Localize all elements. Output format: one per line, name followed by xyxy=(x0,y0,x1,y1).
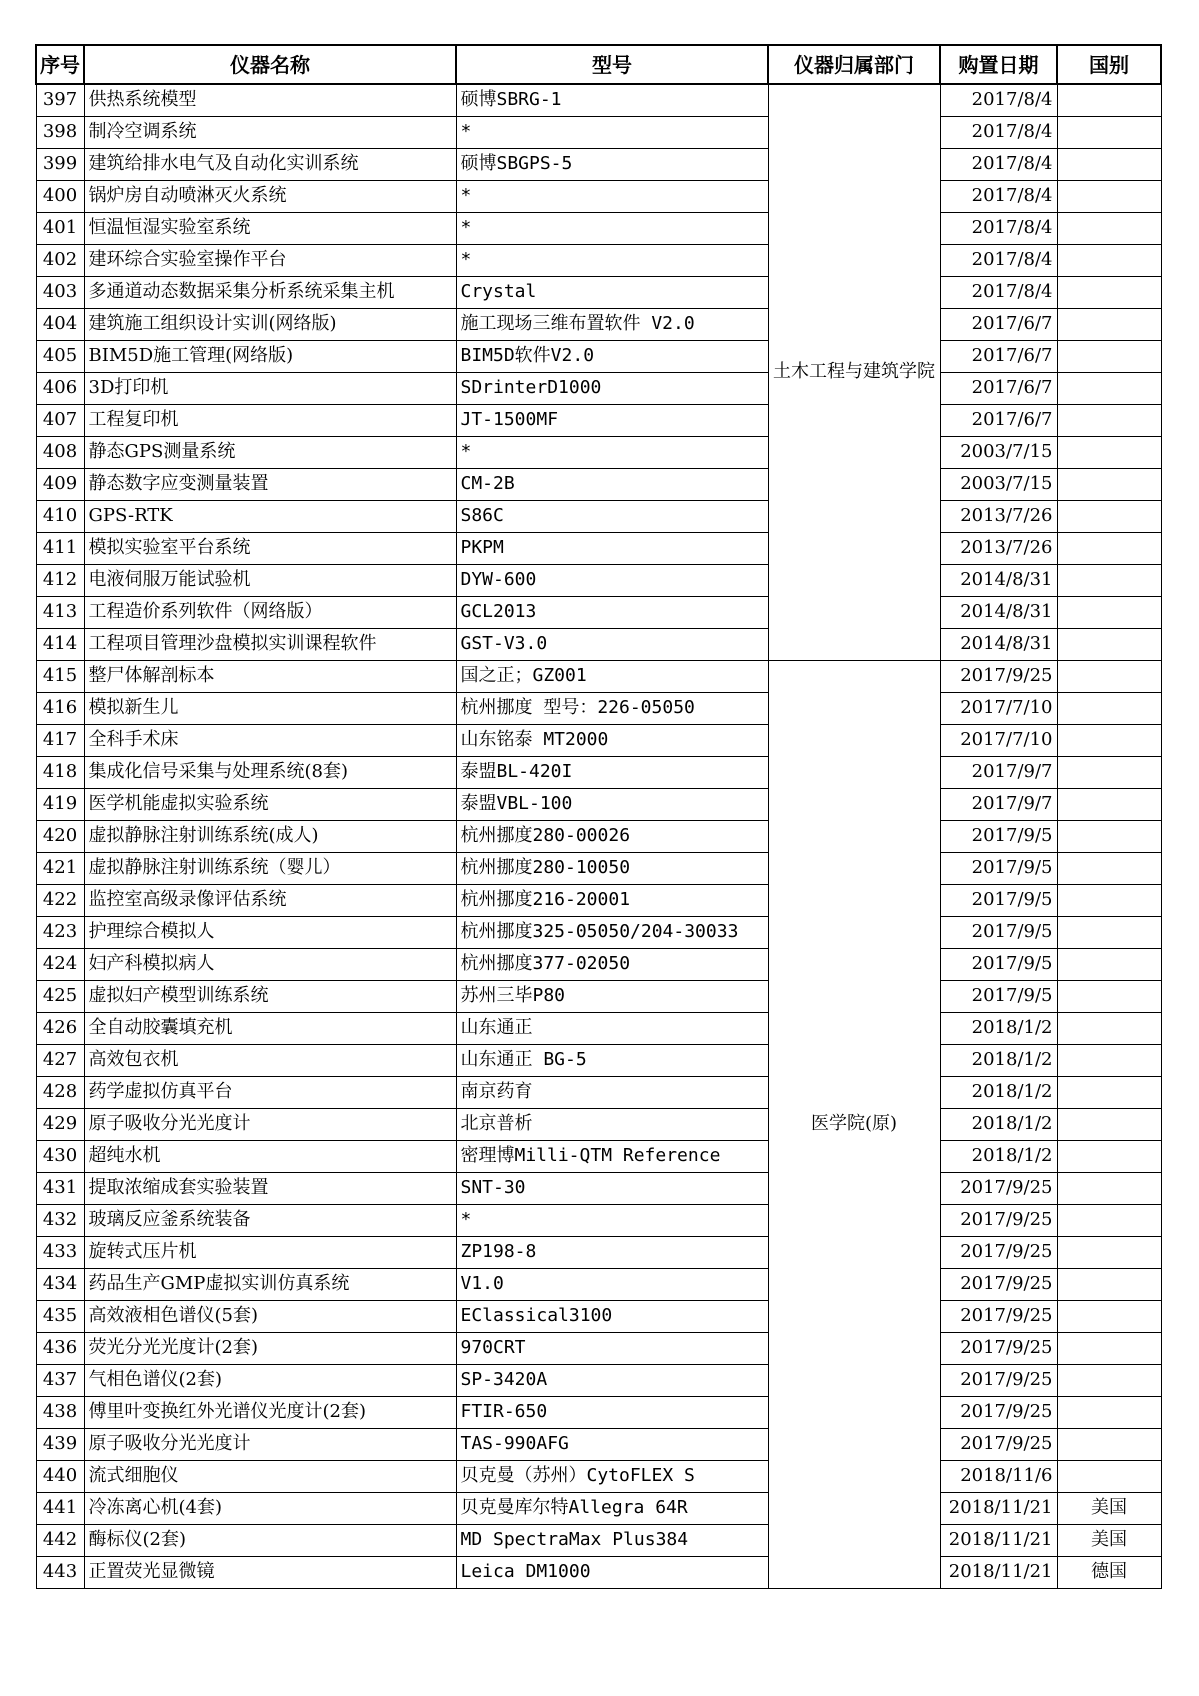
cell-model: 施工现场三维布置软件 V2.0 xyxy=(456,308,768,340)
cell-date: 2017/6/7 xyxy=(940,340,1057,372)
cell-no: 399 xyxy=(36,148,84,180)
cell-date: 2003/7/15 xyxy=(940,468,1057,500)
cell-no: 432 xyxy=(36,1204,84,1236)
table-body xyxy=(36,84,1161,1588)
cell-model: S86C xyxy=(456,500,768,532)
cell-name: 建筑给排水电气及自动化实训系统 xyxy=(84,148,456,180)
cell-country xyxy=(1057,1140,1161,1172)
cell-no: 414 xyxy=(36,628,84,660)
table-row xyxy=(36,596,1161,628)
table-row xyxy=(36,404,1161,436)
cell-model: 杭州挪度216-20001 xyxy=(456,884,768,916)
cell-model: BIM5D软件V2.0 xyxy=(456,340,768,372)
cell-date: 2017/9/25 xyxy=(940,1364,1057,1396)
table-row xyxy=(36,1204,1161,1236)
cell-country xyxy=(1057,340,1161,372)
header-no: 序号 xyxy=(36,45,84,84)
cell-no: 398 xyxy=(36,116,84,148)
table-row xyxy=(36,1236,1161,1268)
cell-no: 419 xyxy=(36,788,84,820)
cell-model: SNT-30 xyxy=(456,1172,768,1204)
cell-date: 2017/8/4 xyxy=(940,116,1057,148)
cell-name: 监控室高级录像评估系统 xyxy=(84,884,456,916)
cell-name: 恒温恒湿实验室系统 xyxy=(84,212,456,244)
cell-name: 供热系统模型 xyxy=(84,84,456,116)
cell-country xyxy=(1057,532,1161,564)
cell-no: 438 xyxy=(36,1396,84,1428)
cell-country xyxy=(1057,596,1161,628)
cell-date: 2018/1/2 xyxy=(940,1108,1057,1140)
cell-model: 泰盟BL-420I xyxy=(456,756,768,788)
cell-name: 模拟实验室平台系统 xyxy=(84,532,456,564)
cell-country xyxy=(1057,372,1161,404)
cell-no: 404 xyxy=(36,308,84,340)
cell-date: 2018/11/21 xyxy=(940,1524,1057,1556)
cell-no: 412 xyxy=(36,564,84,596)
cell-name: 傅里叶变换红外光谱仪光度计(2套) xyxy=(84,1396,456,1428)
cell-name: 全科手术床 xyxy=(84,724,456,756)
instrument-table xyxy=(35,44,1162,1589)
cell-country xyxy=(1057,468,1161,500)
cell-name: 提取浓缩成套实验装置 xyxy=(84,1172,456,1204)
cell-date: 2014/8/31 xyxy=(940,564,1057,596)
cell-date: 2017/9/25 xyxy=(940,1172,1057,1204)
cell-dept: 医学院(原) xyxy=(768,660,940,1588)
cell-model: 杭州挪度 型号：226-05050 xyxy=(456,692,768,724)
cell-model: 山东通正 xyxy=(456,1012,768,1044)
cell-name: 模拟新生儿 xyxy=(84,692,456,724)
cell-name: 酶标仪(2套) xyxy=(84,1524,456,1556)
cell-no: 436 xyxy=(36,1332,84,1364)
cell-no: 429 xyxy=(36,1108,84,1140)
cell-date: 2017/9/7 xyxy=(940,788,1057,820)
cell-name: 药学虚拟仿真平台 xyxy=(84,1076,456,1108)
cell-date: 2017/9/25 xyxy=(940,1236,1057,1268)
cell-model: 北京普析 xyxy=(456,1108,768,1140)
cell-date: 2003/7/15 xyxy=(940,436,1057,468)
cell-no: 427 xyxy=(36,1044,84,1076)
table-row xyxy=(36,212,1161,244)
cell-no: 408 xyxy=(36,436,84,468)
cell-country xyxy=(1057,628,1161,660)
cell-country xyxy=(1057,84,1161,116)
cell-model: FTIR-650 xyxy=(456,1396,768,1428)
cell-model: Leica DM1000 xyxy=(456,1556,768,1588)
cell-name: 冷冻离心机(4套) xyxy=(84,1492,456,1524)
cell-model: 山东通正 BG-5 xyxy=(456,1044,768,1076)
cell-name: 静态数字应变测量装置 xyxy=(84,468,456,500)
cell-date: 2017/8/4 xyxy=(940,244,1057,276)
cell-country xyxy=(1057,1364,1161,1396)
table-row xyxy=(36,628,1161,660)
header-dept: 仪器归属部门 xyxy=(768,45,940,84)
cell-name: 全自动胶囊填充机 xyxy=(84,1012,456,1044)
cell-no: 417 xyxy=(36,724,84,756)
cell-date: 2017/9/25 xyxy=(940,1204,1057,1236)
cell-date: 2017/9/25 xyxy=(940,1300,1057,1332)
table-row xyxy=(36,1556,1161,1588)
cell-model: 国之正；GZ001 xyxy=(456,660,768,692)
cell-model: CM-2B xyxy=(456,468,768,500)
cell-no: 415 xyxy=(36,660,84,692)
cell-country xyxy=(1057,1268,1161,1300)
cell-date: 2013/7/26 xyxy=(940,532,1057,564)
cell-country xyxy=(1057,1012,1161,1044)
cell-date: 2017/7/10 xyxy=(940,724,1057,756)
cell-model: 贝克曼（苏州）CytoFLEX S xyxy=(456,1460,768,1492)
cell-no: 407 xyxy=(36,404,84,436)
cell-no: 400 xyxy=(36,180,84,212)
cell-date: 2014/8/31 xyxy=(940,628,1057,660)
cell-model: 杭州挪度280-00026 xyxy=(456,820,768,852)
cell-country xyxy=(1057,1332,1161,1364)
cell-date: 2018/1/2 xyxy=(940,1140,1057,1172)
cell-name: 工程复印机 xyxy=(84,404,456,436)
cell-no: 409 xyxy=(36,468,84,500)
cell-no: 411 xyxy=(36,532,84,564)
cell-model: ZP198-8 xyxy=(456,1236,768,1268)
cell-no: 426 xyxy=(36,1012,84,1044)
cell-model: 密理博Milli-QTM Reference xyxy=(456,1140,768,1172)
cell-name: 3D打印机 xyxy=(84,372,456,404)
cell-no: 430 xyxy=(36,1140,84,1172)
cell-date: 2013/7/26 xyxy=(940,500,1057,532)
cell-model: * xyxy=(456,1204,768,1236)
cell-no: 403 xyxy=(36,276,84,308)
table-row xyxy=(36,980,1161,1012)
cell-country xyxy=(1057,1204,1161,1236)
cell-country xyxy=(1057,276,1161,308)
cell-name: 原子吸收分光光度计 xyxy=(84,1108,456,1140)
cell-model: * xyxy=(456,244,768,276)
cell-country xyxy=(1057,1236,1161,1268)
table-row xyxy=(36,500,1161,532)
cell-no: 435 xyxy=(36,1300,84,1332)
table-row xyxy=(36,1268,1161,1300)
table-row xyxy=(36,756,1161,788)
cell-country xyxy=(1057,948,1161,980)
cell-model: 南京药育 xyxy=(456,1076,768,1108)
cell-model: SP-3420A xyxy=(456,1364,768,1396)
cell-name: 高效液相色谱仪(5套) xyxy=(84,1300,456,1332)
cell-country xyxy=(1057,820,1161,852)
table-row xyxy=(36,1012,1161,1044)
cell-country xyxy=(1057,1428,1161,1460)
cell-model: Crystal xyxy=(456,276,768,308)
cell-name: 虚拟静脉注射训练系统(成人) xyxy=(84,820,456,852)
cell-country: 美国 xyxy=(1057,1524,1161,1556)
cell-date: 2017/8/4 xyxy=(940,180,1057,212)
cell-name: 医学机能虚拟实验系统 xyxy=(84,788,456,820)
cell-date: 2017/8/4 xyxy=(940,148,1057,180)
cell-model: EClassical3100 xyxy=(456,1300,768,1332)
table-row xyxy=(36,436,1161,468)
cell-model: 山东铭泰 MT2000 xyxy=(456,724,768,756)
cell-no: 410 xyxy=(36,500,84,532)
cell-model: TAS-990AFG xyxy=(456,1428,768,1460)
table-row xyxy=(36,564,1161,596)
cell-name: 多通道动态数据采集分析系统采集主机 xyxy=(84,276,456,308)
cell-country xyxy=(1057,1460,1161,1492)
table-row xyxy=(36,916,1161,948)
cell-model: 泰盟VBL-100 xyxy=(456,788,768,820)
cell-name: 整尸体解剖标本 xyxy=(84,660,456,692)
cell-no: 437 xyxy=(36,1364,84,1396)
cell-date: 2017/6/7 xyxy=(940,308,1057,340)
cell-model: * xyxy=(456,436,768,468)
cell-date: 2018/1/2 xyxy=(940,1044,1057,1076)
cell-date: 2017/9/5 xyxy=(940,820,1057,852)
cell-name: 虚拟静脉注射训练系统（婴儿） xyxy=(84,852,456,884)
table-row xyxy=(36,1044,1161,1076)
table-row xyxy=(36,692,1161,724)
cell-date: 2018/1/2 xyxy=(940,1012,1057,1044)
cell-date: 2017/9/25 xyxy=(940,1268,1057,1300)
cell-country xyxy=(1057,404,1161,436)
cell-model: 杭州挪度325-05050/204-30033 xyxy=(456,916,768,948)
cell-country xyxy=(1057,1172,1161,1204)
cell-country xyxy=(1057,500,1161,532)
cell-date: 2017/8/4 xyxy=(940,84,1057,116)
cell-name: 旋转式压片机 xyxy=(84,1236,456,1268)
cell-no: 406 xyxy=(36,372,84,404)
cell-date: 2017/9/5 xyxy=(940,948,1057,980)
table-row xyxy=(36,84,1161,116)
table-row xyxy=(36,948,1161,980)
cell-no: 402 xyxy=(36,244,84,276)
cell-country xyxy=(1057,852,1161,884)
cell-country xyxy=(1057,180,1161,212)
cell-country xyxy=(1057,884,1161,916)
table-row xyxy=(36,660,1161,692)
table-row xyxy=(36,1460,1161,1492)
cell-country: 美国 xyxy=(1057,1492,1161,1524)
cell-model: 硕博SBGPS-5 xyxy=(456,148,768,180)
cell-country xyxy=(1057,1044,1161,1076)
cell-name: 静态GPS测量系统 xyxy=(84,436,456,468)
cell-model: GCL2013 xyxy=(456,596,768,628)
cell-no: 433 xyxy=(36,1236,84,1268)
cell-date: 2017/9/5 xyxy=(940,916,1057,948)
cell-no: 442 xyxy=(36,1524,84,1556)
cell-country xyxy=(1057,1108,1161,1140)
cell-date: 2017/9/5 xyxy=(940,852,1057,884)
cell-country xyxy=(1057,660,1161,692)
cell-date: 2017/8/4 xyxy=(940,276,1057,308)
cell-date: 2017/9/7 xyxy=(940,756,1057,788)
cell-date: 2017/6/7 xyxy=(940,404,1057,436)
table-row xyxy=(36,1396,1161,1428)
cell-no: 441 xyxy=(36,1492,84,1524)
cell-no: 420 xyxy=(36,820,84,852)
cell-no: 443 xyxy=(36,1556,84,1588)
cell-country xyxy=(1057,788,1161,820)
header-country: 国别 xyxy=(1057,45,1161,84)
cell-model: * xyxy=(456,212,768,244)
cell-name: 荧光分光光度计(2套) xyxy=(84,1332,456,1364)
cell-no: 401 xyxy=(36,212,84,244)
table-row xyxy=(36,1172,1161,1204)
cell-no: 439 xyxy=(36,1428,84,1460)
cell-model: 970CRT xyxy=(456,1332,768,1364)
cell-country xyxy=(1057,724,1161,756)
table-row xyxy=(36,148,1161,180)
header-row xyxy=(36,45,1161,84)
cell-name: 玻璃反应釜系统装备 xyxy=(84,1204,456,1236)
cell-name: 建环综合实验室操作平台 xyxy=(84,244,456,276)
cell-model: 杭州挪度280-10050 xyxy=(456,852,768,884)
cell-no: 434 xyxy=(36,1268,84,1300)
cell-name: 护理综合模拟人 xyxy=(84,916,456,948)
cell-name: 流式细胞仪 xyxy=(84,1460,456,1492)
cell-model: MD SpectraMax Plus384 xyxy=(456,1524,768,1556)
cell-date: 2018/1/2 xyxy=(940,1076,1057,1108)
cell-date: 2017/9/25 xyxy=(940,1396,1057,1428)
table-row xyxy=(36,372,1161,404)
cell-model: JT-1500MF xyxy=(456,404,768,436)
cell-date: 2017/9/25 xyxy=(940,1332,1057,1364)
cell-no: 431 xyxy=(36,1172,84,1204)
cell-date: 2017/9/25 xyxy=(940,660,1057,692)
cell-country xyxy=(1057,244,1161,276)
cell-no: 440 xyxy=(36,1460,84,1492)
table-row xyxy=(36,468,1161,500)
cell-date: 2017/8/4 xyxy=(940,212,1057,244)
cell-country xyxy=(1057,564,1161,596)
cell-name: 锅炉房自动喷淋灭火系统 xyxy=(84,180,456,212)
cell-name: 妇产科模拟病人 xyxy=(84,948,456,980)
cell-name: 建筑施工组织设计实训(网络版) xyxy=(84,308,456,340)
cell-country xyxy=(1057,756,1161,788)
table-row xyxy=(36,1076,1161,1108)
header-model: 型号 xyxy=(456,45,768,84)
table-row xyxy=(36,724,1161,756)
cell-name: 气相色谱仪(2套) xyxy=(84,1364,456,1396)
cell-date: 2014/8/31 xyxy=(940,596,1057,628)
cell-no: 428 xyxy=(36,1076,84,1108)
table-row xyxy=(36,340,1161,372)
cell-dept: 土木工程与建筑学院 xyxy=(768,84,940,660)
cell-country xyxy=(1057,980,1161,1012)
table-row xyxy=(36,1300,1161,1332)
cell-country xyxy=(1057,1300,1161,1332)
table-row xyxy=(36,308,1161,340)
table-row xyxy=(36,884,1161,916)
cell-name: 原子吸收分光光度计 xyxy=(84,1428,456,1460)
cell-no: 423 xyxy=(36,916,84,948)
cell-name: 药品生产GMP虚拟实训仿真系统 xyxy=(84,1268,456,1300)
table-row xyxy=(36,1332,1161,1364)
cell-no: 422 xyxy=(36,884,84,916)
table-row xyxy=(36,1428,1161,1460)
cell-country xyxy=(1057,692,1161,724)
cell-country xyxy=(1057,1396,1161,1428)
cell-no: 413 xyxy=(36,596,84,628)
cell-country: 德国 xyxy=(1057,1556,1161,1588)
cell-date: 2017/9/5 xyxy=(940,884,1057,916)
cell-model: GST-V3.0 xyxy=(456,628,768,660)
cell-no: 418 xyxy=(36,756,84,788)
cell-no: 405 xyxy=(36,340,84,372)
table-row xyxy=(36,276,1161,308)
table-row xyxy=(36,1492,1161,1524)
cell-date: 2018/11/21 xyxy=(940,1492,1057,1524)
cell-name: BIM5D施工管理(网络版) xyxy=(84,340,456,372)
table-row xyxy=(36,820,1161,852)
cell-country xyxy=(1057,1076,1161,1108)
cell-no: 421 xyxy=(36,852,84,884)
table-row xyxy=(36,244,1161,276)
header-name: 仪器名称 xyxy=(84,45,456,84)
table-row xyxy=(36,1364,1161,1396)
cell-model: PKPM xyxy=(456,532,768,564)
cell-model: SDrinterD1000 xyxy=(456,372,768,404)
cell-model: * xyxy=(456,116,768,148)
table-row xyxy=(36,532,1161,564)
cell-model: V1.0 xyxy=(456,1268,768,1300)
cell-date: 2017/9/5 xyxy=(940,980,1057,1012)
cell-no: 424 xyxy=(36,948,84,980)
cell-model: 硕博SBRG-1 xyxy=(456,84,768,116)
header-date: 购置日期 xyxy=(940,45,1057,84)
cell-name: 超纯水机 xyxy=(84,1140,456,1172)
cell-date: 2017/7/10 xyxy=(940,692,1057,724)
table-header xyxy=(36,45,1161,84)
cell-name: 制冷空调系统 xyxy=(84,116,456,148)
cell-date: 2018/11/21 xyxy=(940,1556,1057,1588)
cell-no: 416 xyxy=(36,692,84,724)
cell-name: GPS-RTK xyxy=(84,500,456,532)
cell-name: 工程项目管理沙盘模拟实训课程软件 xyxy=(84,628,456,660)
cell-date: 2017/9/25 xyxy=(940,1428,1057,1460)
cell-date: 2017/6/7 xyxy=(940,372,1057,404)
cell-model: 苏州三毕P80 xyxy=(456,980,768,1012)
cell-name: 集成化信号采集与处理系统(8套) xyxy=(84,756,456,788)
table-row xyxy=(36,852,1161,884)
table-row xyxy=(36,1140,1161,1172)
cell-name: 高效包衣机 xyxy=(84,1044,456,1076)
table-row xyxy=(36,788,1161,820)
cell-model: * xyxy=(456,180,768,212)
table-row xyxy=(36,1108,1161,1140)
cell-country xyxy=(1057,212,1161,244)
cell-country xyxy=(1057,148,1161,180)
cell-date: 2018/11/6 xyxy=(940,1460,1057,1492)
cell-no: 425 xyxy=(36,980,84,1012)
cell-model: 杭州挪度377-02050 xyxy=(456,948,768,980)
cell-name: 正置荧光显微镜 xyxy=(84,1556,456,1588)
cell-country xyxy=(1057,436,1161,468)
cell-country xyxy=(1057,916,1161,948)
table-row xyxy=(36,116,1161,148)
cell-name: 电液伺服万能试验机 xyxy=(84,564,456,596)
cell-name: 虚拟妇产模型训练系统 xyxy=(84,980,456,1012)
cell-name: 工程造价系列软件（网络版） xyxy=(84,596,456,628)
cell-country xyxy=(1057,308,1161,340)
cell-country xyxy=(1057,116,1161,148)
cell-model: 贝克曼库尔特Allegra 64R xyxy=(456,1492,768,1524)
table-row xyxy=(36,1524,1161,1556)
table-row xyxy=(36,180,1161,212)
cell-no: 397 xyxy=(36,84,84,116)
cell-model: DYW-600 xyxy=(456,564,768,596)
